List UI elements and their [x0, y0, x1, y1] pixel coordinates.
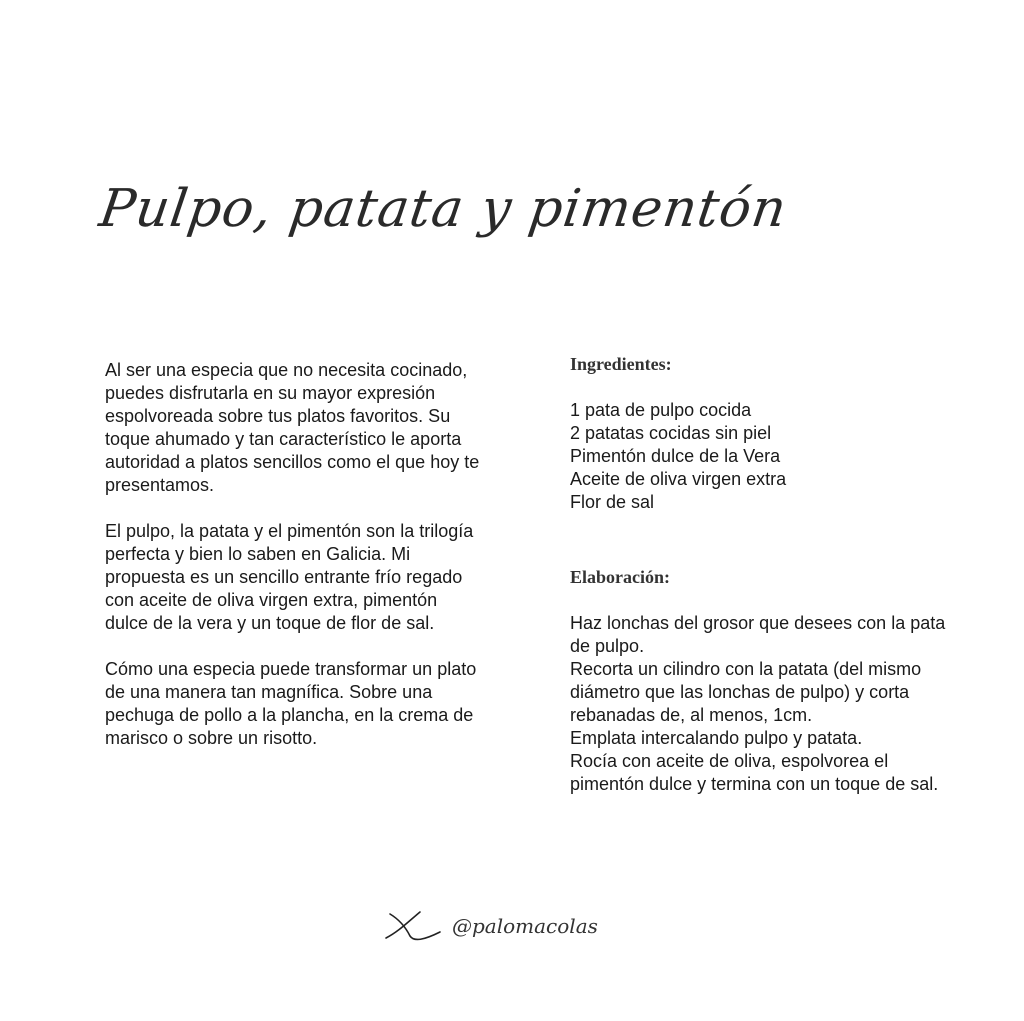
elaboration-step: Haz lonchas del grosor que desees con la pata de pulpo.: [570, 613, 946, 656]
elaboration-step: Emplata intercalando pulpo y patata.: [570, 728, 863, 748]
intro-paragraph: Al ser una especia que no necesita cocinado, puedes disfrutarla en su mayor expresión espolvoreada sobre tus platos favoritos. Su toque ahumado y tan característico le aporta autoridad a platos sencillos como el que hoy te presentamos.: [105, 360, 480, 495]
ingredients-heading: Ingredientes:: [570, 354, 672, 374]
ingredients-list: [570, 399, 960, 514]
elaboration-heading: Elaboración:: [570, 567, 671, 587]
social-handle-link[interactable]: @palomacolas: [452, 914, 598, 938]
intro-text: [105, 359, 485, 773]
intro-paragraph: El pulpo, la patata y el pimentón son la trilogía perfecta y bien lo saben en Galicia. Mi propuesta es un sencillo entrante frío regado con aceite de oliva virgen extra, pimentón dulce de la vera y un toque de flor de sal.: [105, 521, 474, 633]
recipe-title: Pulpo, patata y pimentón: [95, 179, 791, 239]
recipe-details: [570, 353, 960, 796]
ingredient-item: Pimentón dulce de la Vera: [570, 446, 781, 466]
ingredient-item: Aceite de oliva virgen extra: [570, 469, 787, 489]
ingredient-item: Flor de sal: [570, 492, 655, 512]
elaboration-step: Rocía con aceite de oliva, espolvorea el pimentón dulce y termina con un toque de sal.: [570, 751, 939, 794]
intro-paragraph: Cómo una especia puede transformar un plato de una manera tan magnífica. Sobre una pechuga de pollo a la plancha, en la crema de marisco o sobre un risotto.: [105, 659, 477, 748]
ingredient-item: 2 patatas cocidas sin piel: [570, 423, 772, 443]
ingredient-item: 1 pata de pulpo cocida: [570, 400, 752, 420]
elaboration-steps: [570, 612, 960, 796]
elaboration-step: Recorta un cilindro con la patata (del mismo diámetro que las lonchas de pulpo) y corta rebanadas de, al menos, 1cm.: [570, 659, 922, 725]
footer-signature: [380, 904, 598, 948]
signature-x-mark-icon: [380, 906, 442, 946]
